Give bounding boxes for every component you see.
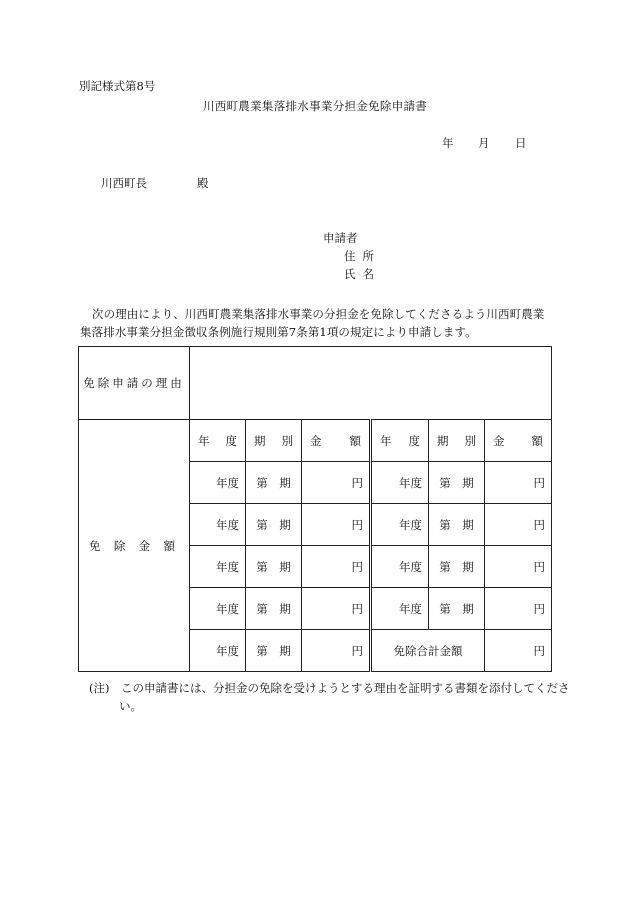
period-cell[interactable]: 第 期 [246,588,302,630]
fiscal-year-cell[interactable]: 年度 [190,504,246,546]
period-cell[interactable]: 第 期 [246,546,302,588]
amount-cell[interactable]: 円 [485,588,552,630]
fiscal-year-cell[interactable]: 年度 [190,588,246,630]
total-amount-cell[interactable]: 円 [485,630,552,672]
name-label: 氏名 [344,267,381,281]
applicant-label: 申請者 [323,231,358,245]
header-amount-2: 金 額 [485,420,552,462]
document-title: 川西町農業集落排水事業分担金免除申請書 [202,99,428,113]
fiscal-year-cell[interactable]: 年度 [371,588,429,630]
amount-cell[interactable]: 円 [485,504,552,546]
footnote: (注) この申請書には、分担金の免除を受けようとする理由を証明する書類を添付してください。 [89,681,570,713]
fiscal-year-cell[interactable]: 年度 [190,546,246,588]
period-cell[interactable]: 第 期 [246,630,302,672]
amount-cell[interactable]: 円 [302,504,371,546]
amount-cell[interactable]: 円 [302,462,371,504]
period-cell[interactable]: 第 期 [429,462,485,504]
amount-cell[interactable]: 円 [485,462,552,504]
date-year: 年 [442,136,454,150]
address-label: 住所 [344,249,381,263]
amount-cell[interactable]: 円 [302,546,371,588]
date-day: 日 [515,136,527,150]
header-year: 年 度 [190,420,246,462]
exemption-amount-label-cell [79,420,190,672]
total-amount-label: 免除合計金額 [371,630,485,672]
header-period: 期 別 [246,420,302,462]
addressee-honorific: 殿 [197,176,209,190]
period-cell[interactable]: 第 期 [429,546,485,588]
header-year-2: 年 度 [371,420,429,462]
header-period-2: 期 別 [429,420,485,462]
column-header-row [79,420,552,462]
form-number: 別記様式第8号 [79,79,156,93]
fiscal-year-cell[interactable]: 年度 [371,546,429,588]
fiscal-year-cell[interactable]: 年度 [190,630,246,672]
amount-cell[interactable]: 円 [302,588,371,630]
exemption-amount-label: 免 除 金 額 [89,538,175,553]
amount-cell[interactable]: 円 [302,630,371,672]
amount-cell[interactable]: 円 [485,546,552,588]
exemption-form-table [78,346,552,672]
addressee [101,176,209,190]
fiscal-year-cell[interactable]: 年度 [190,462,246,504]
reason-row [79,347,552,420]
reason-label: 免除申請の理由 [79,347,190,420]
fiscal-year-cell[interactable]: 年度 [371,462,429,504]
application-statement: 次の理由により、川西町農業集落排水事業の分担金を免除してくださるよう川西町農業集落排水事業分担金徴収条例施行規則第7条第1項の規定により申請します。 [80,307,545,339]
period-cell[interactable]: 第 期 [246,462,302,504]
period-cell[interactable]: 第 期 [429,588,485,630]
fiscal-year-cell[interactable]: 年度 [371,504,429,546]
period-cell[interactable]: 第 期 [246,504,302,546]
period-cell[interactable]: 第 期 [429,504,485,546]
header-amount: 金 額 [302,420,371,462]
reason-input-area[interactable] [190,347,552,420]
addressee-name: 川西町長 [101,176,147,190]
date-month: 月 [478,136,490,150]
